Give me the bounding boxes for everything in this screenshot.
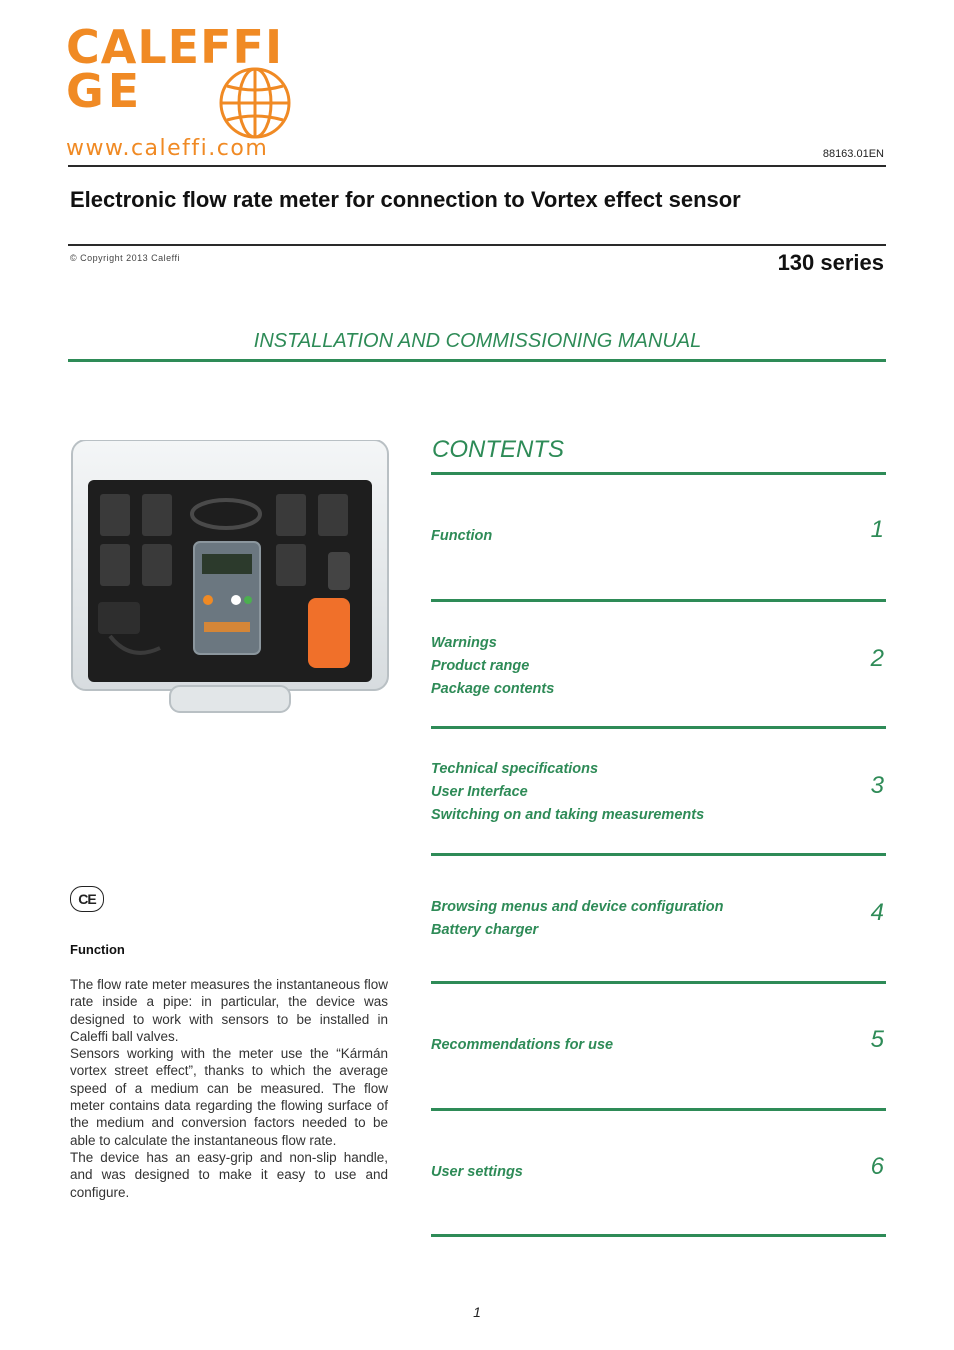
function-paragraph: The device has an easy-grip and non-slip handle, and was designed to make it easy to use and configure.: [70, 1149, 388, 1200]
toc-section-3: [431, 758, 704, 827]
contents-divider: [431, 472, 886, 475]
toc-page-number[interactable]: 2: [870, 645, 884, 672]
toc-link[interactable]: Package contents: [431, 681, 555, 697]
toc-link[interactable]: Switching on and taking measurements: [431, 807, 705, 823]
toc-page-number[interactable]: 5: [870, 1026, 884, 1053]
toc-divider: [431, 853, 886, 856]
document-code: 88163.01EN: [822, 148, 884, 160]
globe-icon: [216, 64, 294, 142]
caleffi-logo: [66, 20, 316, 164]
toc-divider: [431, 1234, 886, 1237]
toc-section-5: [431, 1034, 613, 1057]
toc-divider: [431, 1108, 886, 1111]
toc-divider: [431, 599, 886, 602]
series-label: 130 series: [777, 250, 884, 275]
copyright-notice: © Copyright 2013 Caleffi: [70, 253, 181, 263]
toc-link[interactable]: Technical specifications: [431, 761, 599, 777]
toc-link[interactable]: Function: [431, 528, 493, 544]
toc-link[interactable]: Recommendations for use: [431, 1037, 614, 1053]
title-divider: [68, 244, 886, 246]
toc-divider: [431, 726, 886, 729]
toc-page-number[interactable]: 6: [870, 1153, 884, 1180]
toc-page-number[interactable]: 4: [870, 899, 884, 926]
logo-wordmark-line2: GE: [66, 64, 144, 118]
product-case-photo: [70, 440, 390, 715]
toc-link[interactable]: Battery charger: [431, 922, 539, 938]
toc-section-4: [431, 896, 723, 942]
toc-link[interactable]: Product range: [431, 658, 530, 674]
toc-section-1: [431, 525, 492, 548]
toc-section-6: [431, 1161, 523, 1184]
function-paragraph: Sensors working with the meter use the “Kármán vortex street effect”, thanks to which the average speed of a medium can be measured. The flow meter contains data regarding the flowing surface of the medium and conversion factors needed to be able to calculate the instantaneous flow rate.: [70, 1046, 388, 1148]
page-number: 1: [473, 1304, 481, 1320]
function-description: [70, 976, 388, 1201]
toc-page-number[interactable]: 1: [870, 516, 884, 543]
website-link[interactable]: www.caleffi.com: [66, 136, 269, 161]
function-heading: Function: [70, 942, 125, 957]
logo-wordmark-line1: CALEFFI: [66, 20, 284, 74]
function-paragraph: The flow rate meter measures the instantaneous flow rate inside a pipe: in particular, the device was designed to work with sensors to be installed in Caleffi ball valves.: [70, 977, 388, 1044]
toc-link[interactable]: Warnings: [431, 635, 497, 651]
contents-title: CONTENTS: [432, 436, 564, 463]
header-divider: [68, 165, 886, 167]
toc-link[interactable]: Browsing menus and device configuration: [431, 899, 724, 915]
toc-divider: [431, 981, 886, 984]
manual-title: INSTALLATION AND COMMISSIONING MANUAL: [253, 330, 702, 352]
toc-page-number[interactable]: 3: [870, 772, 884, 799]
ce-mark: CE: [70, 886, 104, 912]
toc-section-2: [431, 632, 554, 701]
toc-link[interactable]: User settings: [431, 1164, 523, 1180]
manual-divider: [68, 359, 886, 362]
toc-link[interactable]: User Interface: [431, 784, 528, 800]
document-title: Electronic flow rate meter for connection to Vortex effect sensor: [70, 187, 741, 212]
